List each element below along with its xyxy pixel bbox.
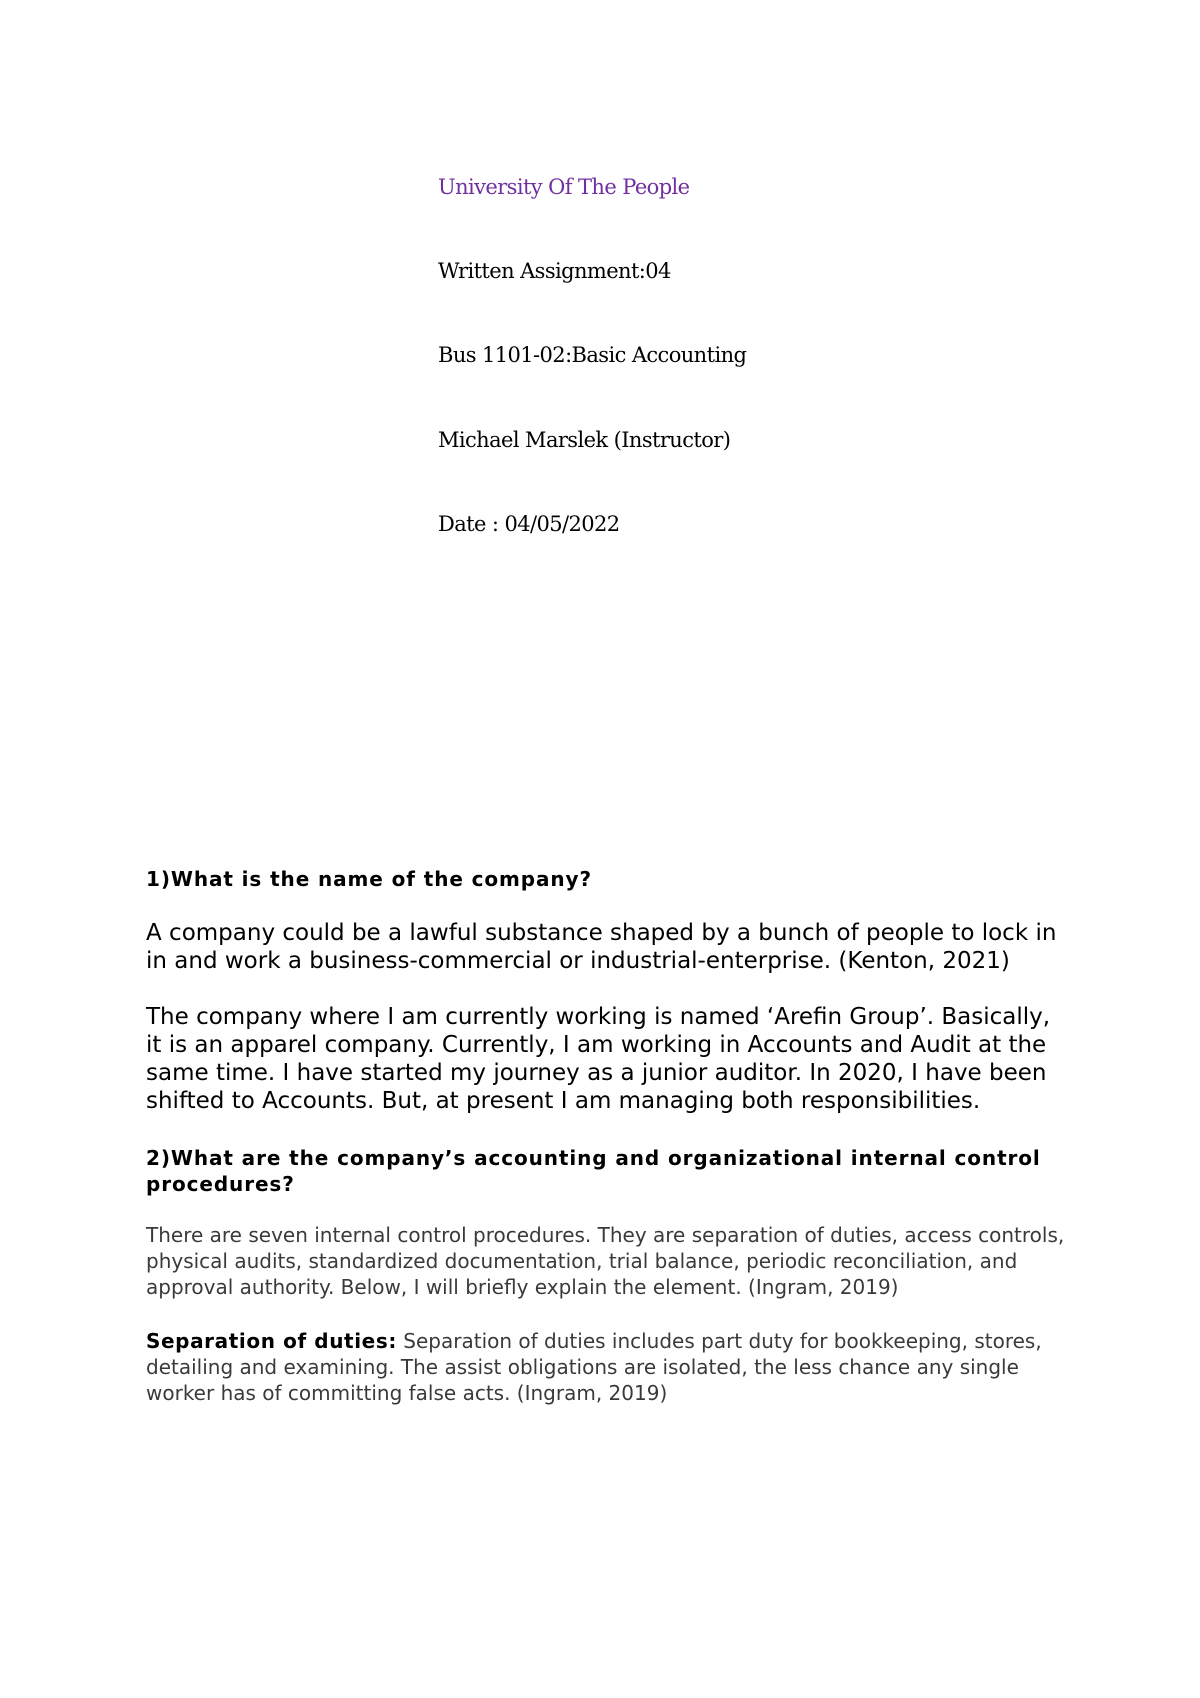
separation-of-duties-text: Separation of duties includes part duty for bookkeeping, stores, detailing and examining. The assist obligations are isolated, the less chance any single worker has of committing false acts. (Ingram, 2019) [146, 1329, 1042, 1405]
separation-of-duties-heading: Separation of duties: [146, 1329, 397, 1353]
assignment-title: Written Assignment:04 [438, 259, 671, 283]
assignment-date: Date : 04/05/2022 [438, 512, 620, 536]
separation-of-duties-paragraph [146, 1328, 1066, 1406]
answer-1-definition: A company could be a lawful substance shaped by a bunch of people to lock in in and work a business-commercial or industrial-enterprise. (Kenton, 2021) [146, 920, 1057, 974]
course-name: Bus 1101-02:Basic Accounting [438, 343, 747, 367]
answer-2-intro: There are seven internal control procedures. They are separation of duties, access controls, physical audits, standardized documentation, trial balance, periodic reconciliation, and approval authority. Below, I will briefly explain the element. (Ingram, 2019) [146, 1223, 1065, 1299]
answer-1-company: The company where I am currently working is named ‘Arefin Group’. Basically, it is an apparel company. Currently, I am working in Accounts and Audit at the same time. I have started my journey as a junior auditor. In 2020, I have been shifted to Accounts. But, at present I am managing both responsibilities. [146, 1004, 1051, 1114]
university-name: University Of The People [438, 175, 690, 199]
instructor-name: Michael Marslek (Instructor) [438, 428, 731, 452]
document-body [146, 866, 1066, 1406]
question-2: 2)What are the company’s accounting and organizational internal control procedures? [146, 1146, 1041, 1196]
question-1: 1)What is the name of the company? [146, 867, 592, 891]
